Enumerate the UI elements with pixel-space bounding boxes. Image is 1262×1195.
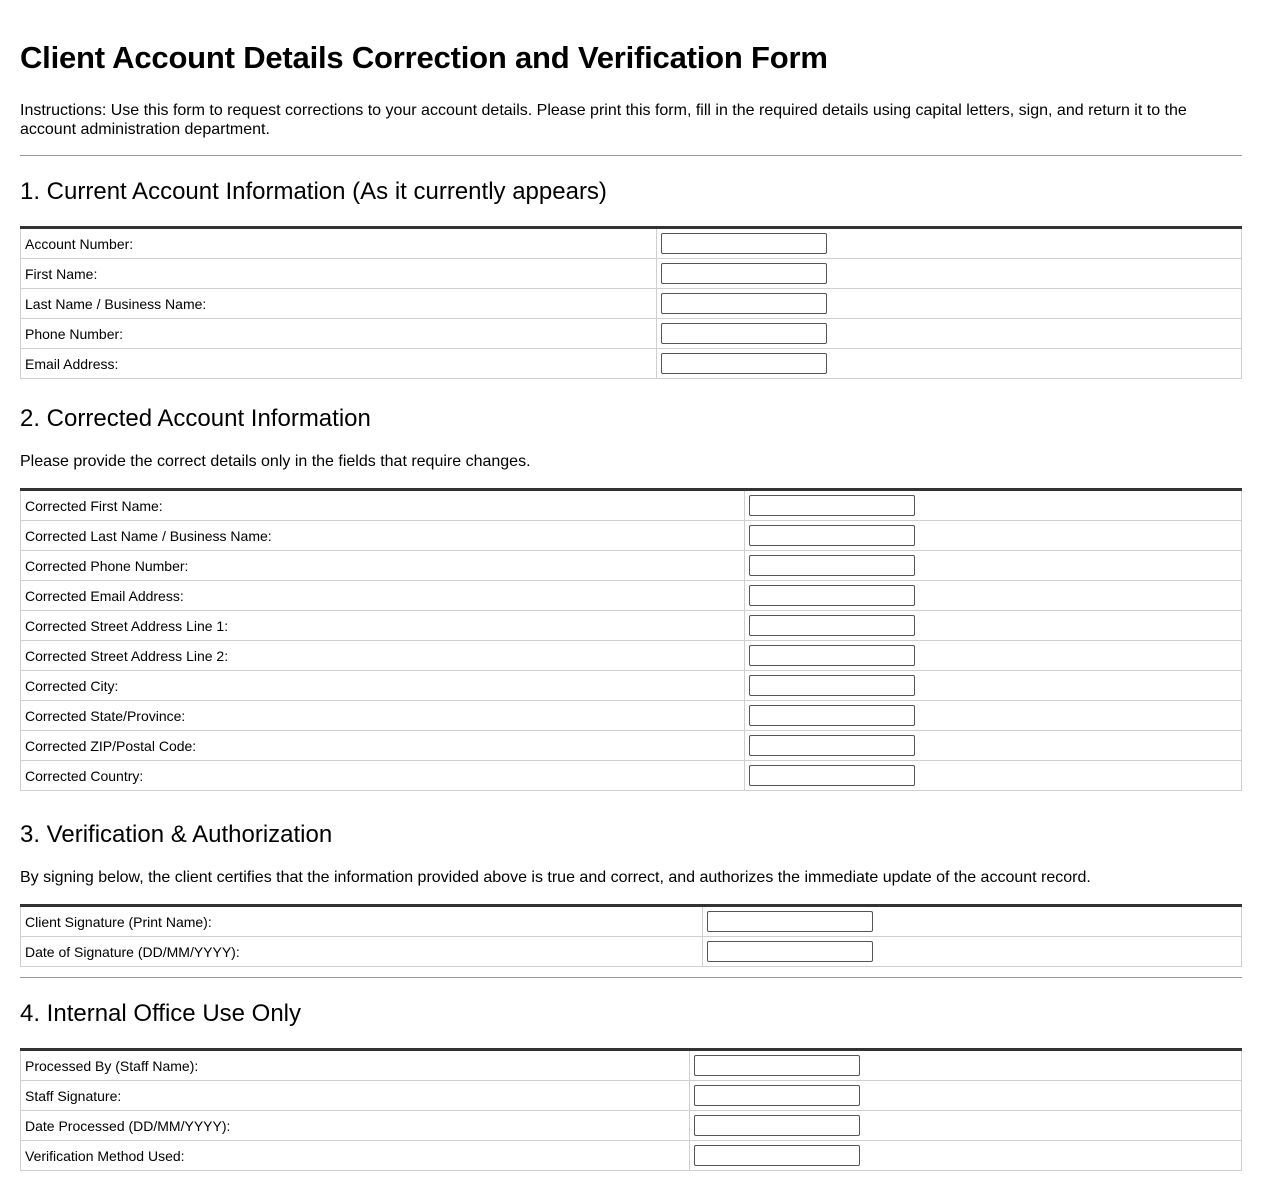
corrected-phone-field[interactable] bbox=[749, 555, 915, 576]
table-row bbox=[21, 1050, 1242, 1081]
email-address-field[interactable] bbox=[661, 353, 827, 374]
current-info-table bbox=[20, 226, 1242, 379]
office-use-table bbox=[20, 1048, 1242, 1171]
field-label: Date of Signature (DD/MM/YYYY): bbox=[21, 937, 703, 967]
table-row bbox=[21, 1081, 1242, 1111]
table-row bbox=[21, 906, 1242, 937]
table-row bbox=[21, 761, 1242, 791]
divider bbox=[20, 155, 1242, 156]
field-label: Corrected First Name: bbox=[21, 490, 745, 521]
last-name-field[interactable] bbox=[661, 293, 827, 314]
corrected-info-table bbox=[20, 488, 1242, 791]
table-row bbox=[21, 731, 1242, 761]
field-label: First Name: bbox=[21, 259, 657, 289]
corrected-email-field[interactable] bbox=[749, 585, 915, 606]
page-title: Client Account Details Correction and Verification Form bbox=[20, 40, 828, 75]
table-row bbox=[21, 349, 1242, 379]
table-row bbox=[21, 228, 1242, 259]
table-row bbox=[21, 259, 1242, 289]
staff-signature-field[interactable] bbox=[694, 1085, 860, 1106]
instructions-text: Instructions: Use this form to request corrections to your account details. Please print this form, fill in the required details using capital letters, sign, and return it to the account administration department. bbox=[20, 102, 1187, 138]
corrected-last-name-field[interactable] bbox=[749, 525, 915, 546]
field-label: Date Processed (DD/MM/YYYY): bbox=[21, 1111, 690, 1141]
table-row bbox=[21, 937, 1242, 967]
table-row bbox=[21, 641, 1242, 671]
table-row bbox=[21, 671, 1242, 701]
field-label: Corrected Country: bbox=[21, 761, 745, 791]
first-name-field[interactable] bbox=[661, 263, 827, 284]
field-label: Corrected ZIP/Postal Code: bbox=[21, 731, 745, 761]
verification-table bbox=[20, 904, 1242, 967]
corrected-country-field[interactable] bbox=[749, 765, 915, 786]
field-label: Corrected Street Address Line 1: bbox=[21, 611, 745, 641]
corrected-state-field[interactable] bbox=[749, 705, 915, 726]
verification-method-field[interactable] bbox=[694, 1145, 860, 1166]
field-label: Phone Number: bbox=[21, 319, 657, 349]
field-label: Corrected City: bbox=[21, 671, 745, 701]
table-row bbox=[21, 521, 1242, 551]
table-row bbox=[21, 611, 1242, 641]
corrected-zip-field[interactable] bbox=[749, 735, 915, 756]
table-row bbox=[21, 1141, 1242, 1171]
account-number-field[interactable] bbox=[661, 233, 827, 254]
corrected-street-2-field[interactable] bbox=[749, 645, 915, 666]
section-2-description: Please provide the correct details only in the fields that require changes. bbox=[20, 453, 531, 470]
table-row bbox=[21, 581, 1242, 611]
table-row bbox=[21, 701, 1242, 731]
field-label: Email Address: bbox=[21, 349, 657, 379]
date-processed-field[interactable] bbox=[694, 1115, 860, 1136]
field-label: Last Name / Business Name: bbox=[21, 289, 657, 319]
field-label: Corrected Last Name / Business Name: bbox=[21, 521, 745, 551]
field-label: Verification Method Used: bbox=[21, 1141, 690, 1171]
section-1-heading: 1. Current Account Information (As it currently appears) bbox=[20, 178, 607, 205]
signature-date-field[interactable] bbox=[707, 941, 873, 962]
phone-number-field[interactable] bbox=[661, 323, 827, 344]
field-label: Corrected Phone Number: bbox=[21, 551, 745, 581]
field-label: Corrected State/Province: bbox=[21, 701, 745, 731]
field-label: Corrected Email Address: bbox=[21, 581, 745, 611]
client-signature-field[interactable] bbox=[707, 911, 873, 932]
field-label: Account Number: bbox=[21, 228, 657, 259]
section-3-heading: 3. Verification & Authorization bbox=[20, 821, 333, 848]
field-label: Processed By (Staff Name): bbox=[21, 1050, 690, 1081]
table-row bbox=[21, 289, 1242, 319]
corrected-first-name-field[interactable] bbox=[749, 495, 915, 516]
section-4-heading: 4. Internal Office Use Only bbox=[20, 1000, 302, 1027]
divider bbox=[20, 977, 1242, 978]
table-row bbox=[21, 551, 1242, 581]
processed-by-field[interactable] bbox=[694, 1055, 860, 1076]
section-2-heading: 2. Corrected Account Information bbox=[20, 405, 371, 432]
field-label: Client Signature (Print Name): bbox=[21, 906, 703, 937]
corrected-street-1-field[interactable] bbox=[749, 615, 915, 636]
table-row bbox=[21, 1111, 1242, 1141]
corrected-city-field[interactable] bbox=[749, 675, 915, 696]
field-label: Staff Signature: bbox=[21, 1081, 690, 1111]
table-row bbox=[21, 319, 1242, 349]
table-row bbox=[21, 490, 1242, 521]
field-label: Corrected Street Address Line 2: bbox=[21, 641, 745, 671]
section-3-description: By signing below, the client certifies that the information provided above is true and correct, and authorizes the immediate update of the account record. bbox=[20, 869, 1091, 886]
